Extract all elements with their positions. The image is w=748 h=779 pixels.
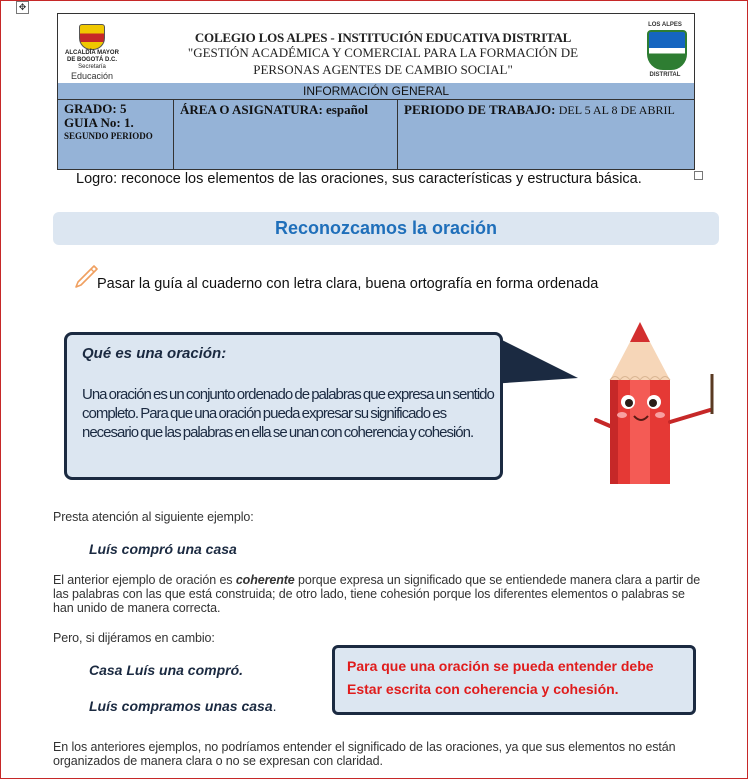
guide-number: GUIA No: 1. bbox=[64, 115, 134, 130]
logo-line1: ALCALDÍA MAYOR bbox=[65, 50, 119, 56]
note-line2: Estar escrita con coherencia y cohesión. bbox=[347, 681, 619, 697]
instruction-text: Pasar la guía al cuaderno con letra clara, buena ortografía en forma ordenada bbox=[97, 276, 599, 292]
example-coherent: Luís compró una casa bbox=[89, 541, 237, 557]
pencil-mascot-icon bbox=[572, 318, 722, 490]
school-motto bbox=[168, 44, 598, 78]
period: SEGUNDO PERIODO bbox=[64, 131, 153, 141]
grade: GRADO: 5 bbox=[64, 101, 127, 116]
info-title: INFORMACIÓN GENERAL bbox=[57, 83, 695, 100]
table-resize-handle[interactable] bbox=[694, 171, 703, 180]
work-period-label: PERIODO DE TRABAJO: bbox=[404, 102, 556, 117]
logo-line3: Secretaría bbox=[78, 64, 106, 70]
paragraph-attention: Presta atención al siguiente ejemplo: bbox=[53, 510, 254, 524]
area-label: ÁREA O ASIGNATURA: bbox=[180, 102, 323, 117]
logo-line2: DE BOGOTÁ D.C. bbox=[66, 57, 117, 63]
motto-line2: PERSONAS AGENTES DE CAMBIO SOCIAL" bbox=[253, 62, 513, 77]
coherent-word: coherente bbox=[235, 573, 295, 587]
paragraph-explanation bbox=[53, 573, 703, 615]
note-line1: Para que una oración se pueda entender debe bbox=[347, 658, 654, 674]
shield-top-text: LOS ALPES bbox=[648, 22, 682, 28]
work-period-value: DEL 5 AL 8 DE ABRIL bbox=[558, 103, 675, 117]
explanation-before: El anterior ejemplo de oración es bbox=[53, 573, 236, 587]
explanation-after: porque expresa un significado que se entiendede manera clara a partir de las palabras con las que está construida; de otro lado, tiene cohesión porque los diferentes elementos o palabras se han unido de manera correcta. bbox=[53, 573, 701, 615]
paragraph-conclusion: En los anteriores ejemplos, no podríamos entender el significado de las oraciones, ya que sus elementos no están organizados de manera clara o no se expresan con claridad. bbox=[53, 740, 676, 768]
shield-bottom-text: DISTRITAL bbox=[649, 72, 681, 78]
school-shield-logo bbox=[641, 22, 689, 82]
grade-cell bbox=[58, 100, 174, 169]
paragraph-contrast: Pero, si dijéramos en cambio: bbox=[53, 631, 215, 645]
definition-title: Qué es una oración: bbox=[82, 345, 227, 362]
pencil-icon bbox=[72, 263, 98, 289]
header-box bbox=[57, 13, 695, 85]
area-cell bbox=[174, 100, 398, 169]
logo-line4: Educación bbox=[70, 71, 114, 81]
table-move-handle-icon[interactable]: ✥ bbox=[16, 1, 29, 14]
example-incoherent-2-dot: . bbox=[272, 698, 277, 714]
section-banner: Reconozcamos la oración bbox=[53, 212, 719, 245]
area-value: español bbox=[326, 102, 368, 117]
definition-bubble bbox=[64, 332, 503, 480]
school-name: COLEGIO LOS ALPES - INSTITUCIÓN EDUCATIVA DISTRITAL bbox=[194, 30, 572, 45]
example-incoherent-2-text: Luís compramos unas casa bbox=[89, 698, 273, 714]
example-incoherent-2 bbox=[89, 698, 277, 714]
bogota-logo bbox=[61, 24, 123, 81]
info-table bbox=[57, 100, 695, 170]
bogota-crest-icon bbox=[79, 24, 105, 50]
example-incoherent-1: Casa Luís una compró. bbox=[89, 662, 244, 678]
definition-text: Una oración es un conjunto ordenado de palabras que expresa un sentido completo. Para que una oración pueda expresar su significado es necesario que las palabras en ella se unan con coherencia y cohesión. bbox=[82, 386, 494, 441]
school-shield-icon bbox=[647, 30, 687, 70]
motto-line1: "GESTIÓN ACADÉMICA Y COMERCIAL PARA LA FORMACIÓN DE bbox=[187, 45, 579, 60]
work-period-cell bbox=[398, 100, 694, 169]
learning-goal: Logro: reconoce los elementos de las oraciones, sus características y estructura básica. bbox=[76, 171, 642, 187]
note-box bbox=[332, 645, 696, 715]
